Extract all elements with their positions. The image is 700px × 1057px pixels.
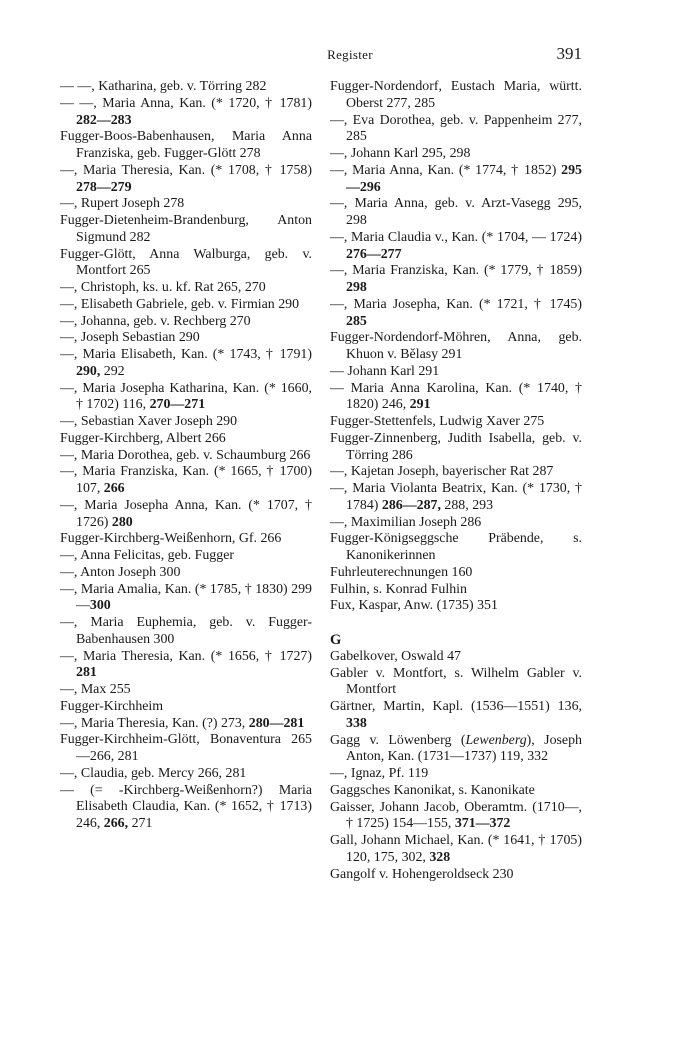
index-entry (330, 531, 582, 565)
index-entry (330, 297, 582, 331)
page-reference-bold: 282—283 (76, 112, 132, 128)
entry-text: —, Maria Josepha Katharina, Kan. (* 1660, † 1702) 116, (60, 380, 312, 413)
entry-text: —, Christoph, ks. u. kf. Rat 265, 270 (60, 280, 266, 295)
entry-text: —, Elisabeth Gabriele, geb. v. Firmian 290 (60, 296, 300, 312)
index-entry (330, 598, 582, 615)
index-entry (330, 381, 582, 415)
page-reference-bold: 280—281 (248, 715, 305, 731)
entry-text: Gärtner, Martin, Kapl. (1536—1551) 136, (330, 699, 582, 714)
entry-text: ), Joseph Anton, Kan. (1731—1737) 119, 332 (346, 732, 582, 765)
index-entry (60, 649, 312, 683)
page-reference-bold: 278—279 (76, 179, 132, 195)
entry-text: —, Maria Josepha, Kan. (* 1721, † 1745) (330, 296, 582, 312)
entry-text: — Johann Karl 291 (330, 363, 440, 379)
index-entry (60, 330, 312, 347)
page-reference-bold: 285 (346, 313, 367, 329)
index-entry (330, 263, 582, 297)
entry-text: —, Claudia, geb. Mercy 266, 281 (60, 765, 247, 781)
index-entry (330, 230, 582, 264)
index-entry (330, 113, 582, 147)
entry-text: — —, Katharina, geb. v. Törring 282 (60, 79, 267, 94)
running-head: Register (327, 47, 373, 62)
index-entry (60, 783, 312, 833)
index-entry (60, 297, 312, 314)
entry-text: Gaggsches Kanonikat, s. Kanonikate (330, 782, 535, 798)
page-reference-bold: 286—287, (381, 497, 441, 513)
page-reference-bold: 290, (76, 363, 101, 379)
index-entry (330, 733, 582, 767)
index-entry (60, 582, 312, 616)
index-entry (330, 867, 582, 884)
entry-text: —, Maria Theresia, Kan. (* 1656, † 1727) (60, 648, 312, 664)
page-reference-bold: 276—277 (346, 246, 402, 262)
entry-text: —, Maria Theresia, Kan. (* 1708, † 1758) (60, 162, 312, 178)
index-entry (330, 800, 582, 834)
index-entry (60, 732, 312, 766)
entry-text: Gabelkover, Oswald 47 (330, 648, 461, 664)
entry-text: —, Maria Euphemia, geb. v. Fugger-Babenhausen 300 (60, 615, 312, 647)
entry-text: —, Maria Franziska, Kan. (* 1779, † 1859) (330, 263, 582, 279)
index-entry (60, 615, 312, 649)
entry-text: Fugger-Kirchberg, Albert 266 (60, 430, 226, 446)
entry-text: — —, Maria Anna, Kan. (* 1720, † 1781) (60, 95, 312, 111)
entry-text: Fugger-Kirchheim-Glött, Bonaventura 265—266, 281 (60, 732, 312, 764)
index-entry (60, 381, 312, 415)
entry-text: Fugger-Stettenfels, Ludwig Xaver 275 (330, 414, 545, 429)
index-entry (330, 364, 582, 381)
index-entry (60, 448, 312, 465)
page-header (0, 44, 700, 66)
page-reference-bold: 295—296 (346, 162, 582, 195)
entry-text: Fuhrleuterechnungen 160 (330, 564, 473, 580)
index-entry (60, 196, 312, 213)
page-reference-bold: 298 (346, 280, 367, 295)
entry-text: —, Max 255 (60, 682, 131, 697)
index-entry (60, 716, 312, 733)
entry-text: — Maria Anna Karolina, Kan. (* 1740, † 1820) 246, (330, 380, 582, 413)
index-entry (60, 699, 312, 716)
index-entry (330, 431, 582, 465)
entry-text: 292 (100, 363, 125, 379)
index-entry (330, 464, 582, 481)
page-reference-bold: 291 (409, 397, 431, 413)
page-reference-bold: 338 (346, 715, 367, 731)
index-entry (60, 464, 312, 498)
entry-text: Gangolf v. Hohengeroldseck 230 (330, 866, 514, 882)
index-column-left (60, 79, 312, 833)
index-entry (330, 766, 582, 783)
entry-text: Fugger-Nordendorf, Eustach Maria, württ. Oberst 277, 285 (330, 79, 582, 111)
index-entry (330, 481, 582, 515)
section-gap (330, 615, 582, 632)
index-entry (60, 280, 312, 297)
entry-text: Fugger-Kirchberg-Weißenhorn, Gf. 266 (60, 531, 282, 547)
index-entry (60, 682, 312, 699)
index-entry (330, 79, 582, 113)
entry-text: —, Maria Violanta Beatrix, Kan. (* 1730, † 1784) (330, 481, 582, 513)
section-letter-heading: G (330, 632, 342, 648)
index-entry (330, 414, 582, 431)
entry-text: 288, 293 (440, 497, 494, 513)
entry-text: —, Maria Anna, Kan. (* 1774, † 1852) (330, 162, 562, 178)
entry-text: Fux, Kaspar, Anw. (1735) 351 (330, 598, 498, 614)
index-column-right (330, 79, 582, 883)
entry-text: —, Maria Dorothea, geb. v. Schaumburg 266 (60, 447, 311, 463)
entry-text: Gall, Johann Michael, Kan. (* 1641, † 1705) 120, 175, 302, (330, 833, 582, 865)
entry-text: —, Maria Theresia, Kan. (?) 273, (60, 715, 249, 731)
entry-text: —, Ignaz, Pf. 119 (330, 766, 429, 781)
entry-text: Gagg v. Löwenberg ( (330, 732, 466, 748)
entry-text: —, Maria Franziska, Kan. (* 1665, † 1700) 107, (60, 464, 312, 496)
entry-text: —, Eva Dorothea, geb. v. Pappenheim 277, 285 (330, 112, 582, 145)
entry-text: —, Maximilian Joseph 286 (330, 514, 482, 530)
index-entry (330, 649, 582, 666)
entry-text: Gaisser, Johann Jacob, Oberamtm. (1710—, † 1725) 154—155, (330, 799, 582, 832)
entry-text: Fugger-Zinnenberg, Judith Isabella, geb. v. Törring 286 (330, 430, 582, 463)
entry-text: —, Sebastian Xaver Joseph 290 (60, 414, 238, 429)
index-entry (60, 247, 312, 281)
index-entry (330, 565, 582, 582)
page-number: 391 (556, 44, 582, 63)
index-entry (60, 531, 312, 548)
index-entry (330, 146, 582, 163)
index-entry (60, 314, 312, 331)
index-entry (330, 666, 582, 700)
index-entry (330, 330, 582, 364)
entry-text: Fugger-Kirchheim (60, 698, 164, 714)
entry-text: — (= -Kirchberg-Weißenhorn?) Maria Elisabeth Claudia, Kan. (* 1652, † 1713) 246, (60, 782, 312, 831)
index-entry (330, 833, 582, 867)
page-reference-bold: 371—372 (454, 816, 511, 832)
page-reference-bold: 266, (103, 816, 129, 831)
page-reference-bold: 300 (89, 598, 111, 614)
index-entry (60, 163, 312, 197)
entry-text: —, Maria Elisabeth, Kan. (* 1743, † 1791) (60, 347, 312, 362)
index-entry (60, 96, 312, 130)
index-entry (60, 498, 312, 532)
index-entry (60, 79, 312, 96)
entry-text: Gabler v. Montfort, s. Wilhelm Gabler v. Montfort (330, 665, 582, 698)
index-entry (330, 515, 582, 532)
index-entry (60, 347, 312, 381)
index-entry (330, 163, 582, 197)
index-entry (60, 414, 312, 431)
entry-text: Fugger-Nordendorf-Möhren, Anna, geb. Khuon v. Bělasy 291 (330, 330, 582, 362)
entry-text: —, Kajetan Joseph, bayerischer Rat 287 (330, 464, 554, 480)
index-entry (60, 129, 312, 163)
entry-text: —, Joseph Sebastian 290 (60, 330, 200, 346)
entry-text: —, Maria Anna, geb. v. Arzt-Vasegg 295, 298 (330, 196, 582, 228)
page-reference-bold: 270—271 (149, 397, 206, 413)
index-entry (330, 196, 582, 230)
index-entry (60, 213, 312, 247)
entry-text: —, Maria Claudia v., Kan. (* 1704, — 1724) (330, 229, 582, 245)
entry-text: Fugger-Königseggsche Präbende, s. Kanonikerinnen (330, 531, 582, 563)
entry-text: Fugger-Dietenheim-Brandenburg, Anton Sigmund 282 (60, 213, 312, 245)
page-reference-bold: 328 (429, 849, 451, 865)
entry-text: —, Rupert Joseph 278 (60, 196, 185, 212)
index-entry (330, 582, 582, 599)
index-entry (330, 699, 582, 733)
index-entry (60, 431, 312, 448)
index-entry (330, 783, 582, 800)
page-reference-bold: 280 (111, 514, 133, 530)
entry-text: —, Anton Joseph 300 (60, 564, 181, 580)
entry-text: Fulhin, s. Konrad Fulhin (330, 581, 467, 597)
page-reference-bold: 281 (76, 665, 97, 681)
entry-text: 271 (128, 816, 153, 831)
entry-text: —, Maria Josepha Anna, Kan. (* 1707, † 1726) (60, 497, 312, 530)
entry-text: Lewenberg (465, 732, 527, 748)
entry-text: —, Maria Amalia, Kan. (* 1785, † 1830) 299— (60, 581, 312, 614)
index-entry (60, 766, 312, 783)
index-entry (60, 548, 312, 565)
entry-text: Fugger-Boos-Babenhausen, Maria Anna Franziska, geb. Fugger-Glött 278 (60, 129, 312, 161)
entry-text: Fugger-Glött, Anna Walburga, geb. v. Montfort 265 (60, 246, 312, 279)
entry-text: —, Johanna, geb. v. Rechberg 270 (60, 313, 251, 329)
entry-text: —, Anna Felicitas, geb. Fugger (60, 548, 234, 563)
page-reference-bold: 266 (103, 481, 125, 496)
index-entry (60, 565, 312, 582)
entry-text: —, Johann Karl 295, 298 (330, 146, 471, 161)
